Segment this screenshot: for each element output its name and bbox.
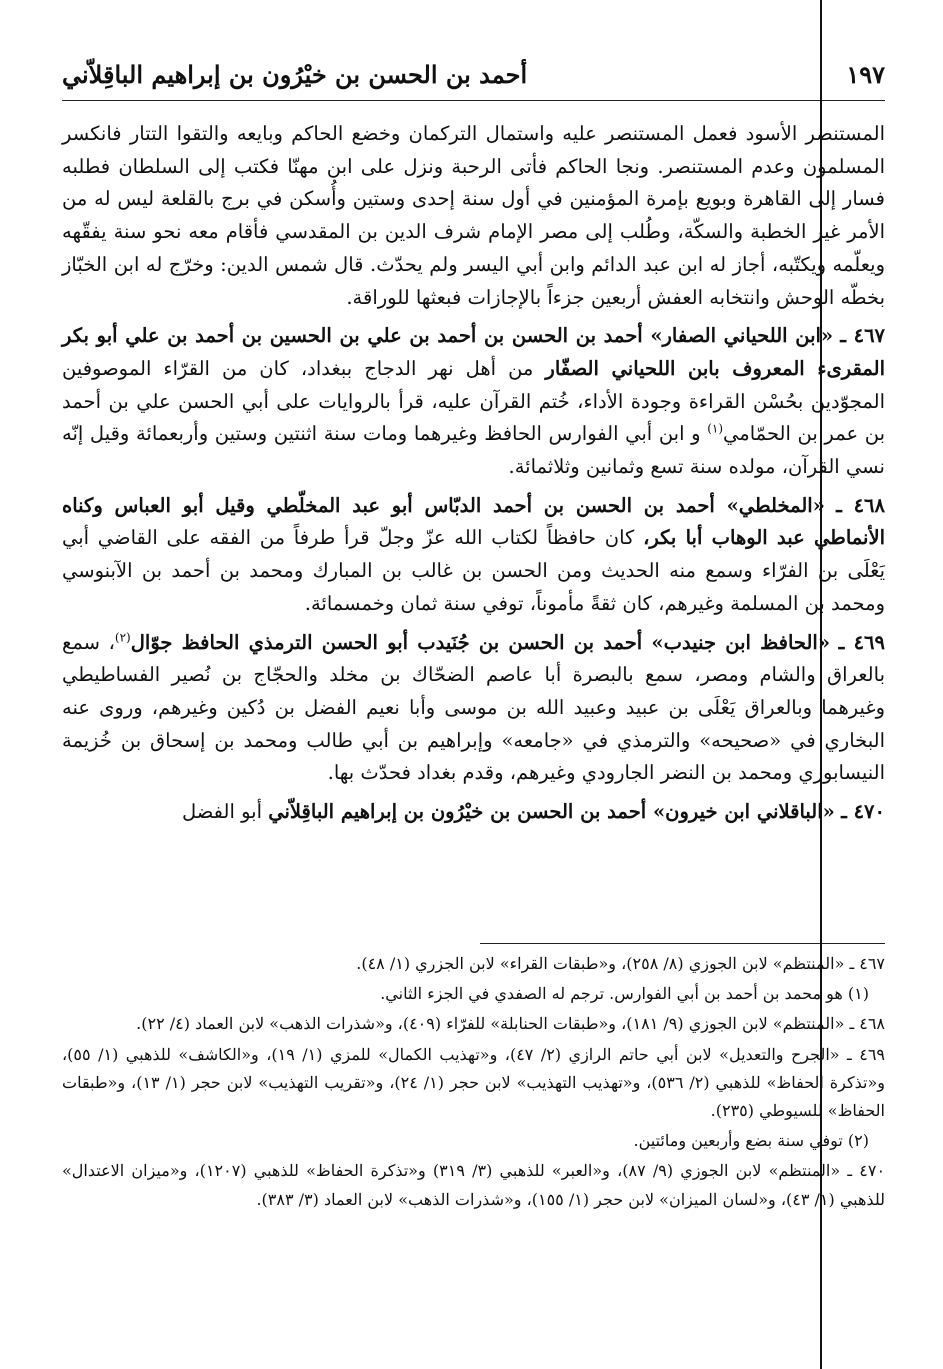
footnote-1: (١) هو محمد بن أحمد بن أبي الفوارس. ترجم له الصفدي في الجزء الثاني. [380, 984, 869, 1004]
entry-number: ٤٧٠ ـ [841, 800, 885, 824]
entry-body: من أهل نهر الدجاج ببغداد، كان من القرّاء الموصوفين المجوّدين بحُسْن القراءة وجودة الأداء، خُتم القرآن عليه، قرأ بالروايات على أبي الحسن علي بن أحمد بن عمر بن الحمّامي [62, 356, 886, 446]
entry-470 [62, 796, 885, 829]
entry-467 [62, 320, 885, 484]
entry-468 [62, 490, 885, 621]
entry-heading: «الباقلاني ابن خيرون» أحمد بن الحسن بن خيْرُون بن إبراهيم الباقِلاّني [268, 800, 835, 824]
footnote-ref-2: (٢) [114, 630, 131, 645]
running-title: أحمد بن الحسن بن خيْرُون بن إبراهيم الباقِلاّني [62, 59, 528, 89]
entry-heading: «الحافظ ابن جنيدب» أحمد بن الحسن بن جُنَيدب أبو الحسن الترمذي الحافظ جوّال [130, 630, 831, 654]
footnote-divider [480, 943, 885, 944]
footnote-469: ٤٦٩ ـ «الجرح والتعديل» لابن أبي حاتم الرازي (٢/ ٤٧)، و«تهذيب الكمال» للمزي (١/ ١٩)، و«الكاشف» للذهبي (١/ ٥٥)، و«تذكرة الحفاظ» للذهبي (٢/ ٥٣٦)، و«تهذيب التهذيب» لابن حجر (١/ ٢٤)، و«تقريب التهذيب» لابن حجر (١/ ١٣)، و«طبقات الحفاظ» للسيوطي (٢٣٥). [62, 1044, 885, 1121]
entry-body: كان حافظاً لكتاب الله عزّ وجلّ قرأ طرفاً من الفقه على القاضي أبي يَعْلَى بن الفرّاء وسمع منه الحديث ومن الحسن بن غالب بن المبارك ومحمد بن أحمد بن الآبنوسي ومحمد بن المسلمة وغيرهم، كان ثقةً مأموناً، توفي سنة ثمان وخمسمائة. [62, 526, 885, 615]
footnotes [62, 950, 885, 1216]
footnote-470: ٤٧٠ ـ «المنتظم» لابن الجوزي (٩/ ٨٧)، و«العبر» للذهبي (٣/ ٣١٩) و«تذكرة الحفاظ» للذهبي (١٢٠٧)، و«ميزان الاعتدال» للذهبي (١/ ٤٣)، و«لسان الميزان» لابن حجر (١/ ١٥٥)، و«شذرات الذهب» لابن العماد (٣/ ٣٨٣). [62, 1161, 886, 1209]
page-header [62, 52, 885, 96]
entry-469 [62, 627, 885, 791]
page-number: ١٩٧ [846, 59, 885, 89]
entry-body: أبو الفضل [182, 800, 263, 824]
entry-body: ، سمع بالعراق والشام ومصر، سمع بالبصرة أبا عاصم الضحّاك بن مخلد والحجّاج بن نُصير الفساطيطي وغيرهما وبالعراق يَعْلَى بن عبيد وعبيد الله بن موسى وأبا نعيم الفضل بن دُكين وغيرهم، وروى عنه البخاري في «صحيحه» والترمذي في «جامعه» وإبراهيم بن أبي طالب ومحمد بن إسحاق بن خُزيمة النيسابوري ومحمد بن النضر الجارودي وغيرهم، وقدم بغداد فحدّث بها. [62, 630, 885, 785]
entry-number: ٤٦٨ ـ [836, 493, 885, 517]
footnote-2: (٢) توفي سنة بضع وأربعين ومائتين. [633, 1131, 869, 1151]
header-divider [62, 100, 885, 101]
entry-number: ٤٦٧ ـ [840, 324, 886, 348]
entry-body-continued: و ابن أبي الفوارس الحافظ وغيرهما ومات سنة اثنتين وستين وأربعمائة وقيل إنّه نسي القرآن، مولده سنة تسع وثمانين وثلاثمائة. [62, 422, 885, 479]
entry-number: ٤٦٩ ـ [838, 630, 885, 654]
continued-paragraph: المستنصر الأسود فعمل المستنصر عليه واستمال التركمان وخضع الحاكم وبايعه والتقوا التتار فانكسر المسلمون وعدم المستنصر. ونجا الحاكم فأتى الرحبة ونزل على ابن مهنّا فكتب إلى السلطان فطلبه فسار إلى القاهرة وبويع بإمرة المؤمنين في أول سنة إحدى وستين وأُسكن في برج بالقلعة ليس له من الأمر غير الخطبة والسكّة، وطُلب إلى مصر الإمام شرف الدين بن المقدسي فأقام معه نحو سنة يفقّهه ويعلّمه ويكتّبه، أجاز له ابن عبد الدائم وابن أبي اليسر ولم يحدّث. قال شمس الدين: وخرّج له ابن الخبّاز بخطّه الوحش وانتخابه العفش أربعين جزءاً بالإجازات فبعثها للوراقة. [62, 122, 885, 309]
scan-gutter-line [820, 0, 822, 1369]
footnote-467: ٤٦٧ ـ «المنتظم» لابن الجوزي (٨/ ٢٥٨)، و«طبقات القراء» لابن الجزري (١/ ٤٨). [356, 954, 885, 973]
footnote-ref-1: (١) [707, 421, 724, 436]
entry-heading: «ابن اللحياني الصفار» أحمد بن الحسن بن أحمد بن علي بن الحسين بن أحمد بن علي أبو بكر المقرىء المعروف بابن اللحياني الصفّار [62, 324, 886, 380]
main-text [62, 118, 885, 829]
footnote-468: ٤٦٨ ـ «المنتظم» لابن الجوزي (٩/ ١٨١)، و«طبقات الحنابلة» للفرّاء (٤٠٩)، و«شذرات الذهب» لابن العماد (٤/ ٢٢). [136, 1014, 885, 1034]
entry-heading: «المخلطي» أحمد بن الحسن بن أحمد الدبّاس أبو عبد المخلّطي وقيل أبو العباس وكناه الأنماطي عبد الوهاب أبا بكر، [62, 493, 885, 550]
